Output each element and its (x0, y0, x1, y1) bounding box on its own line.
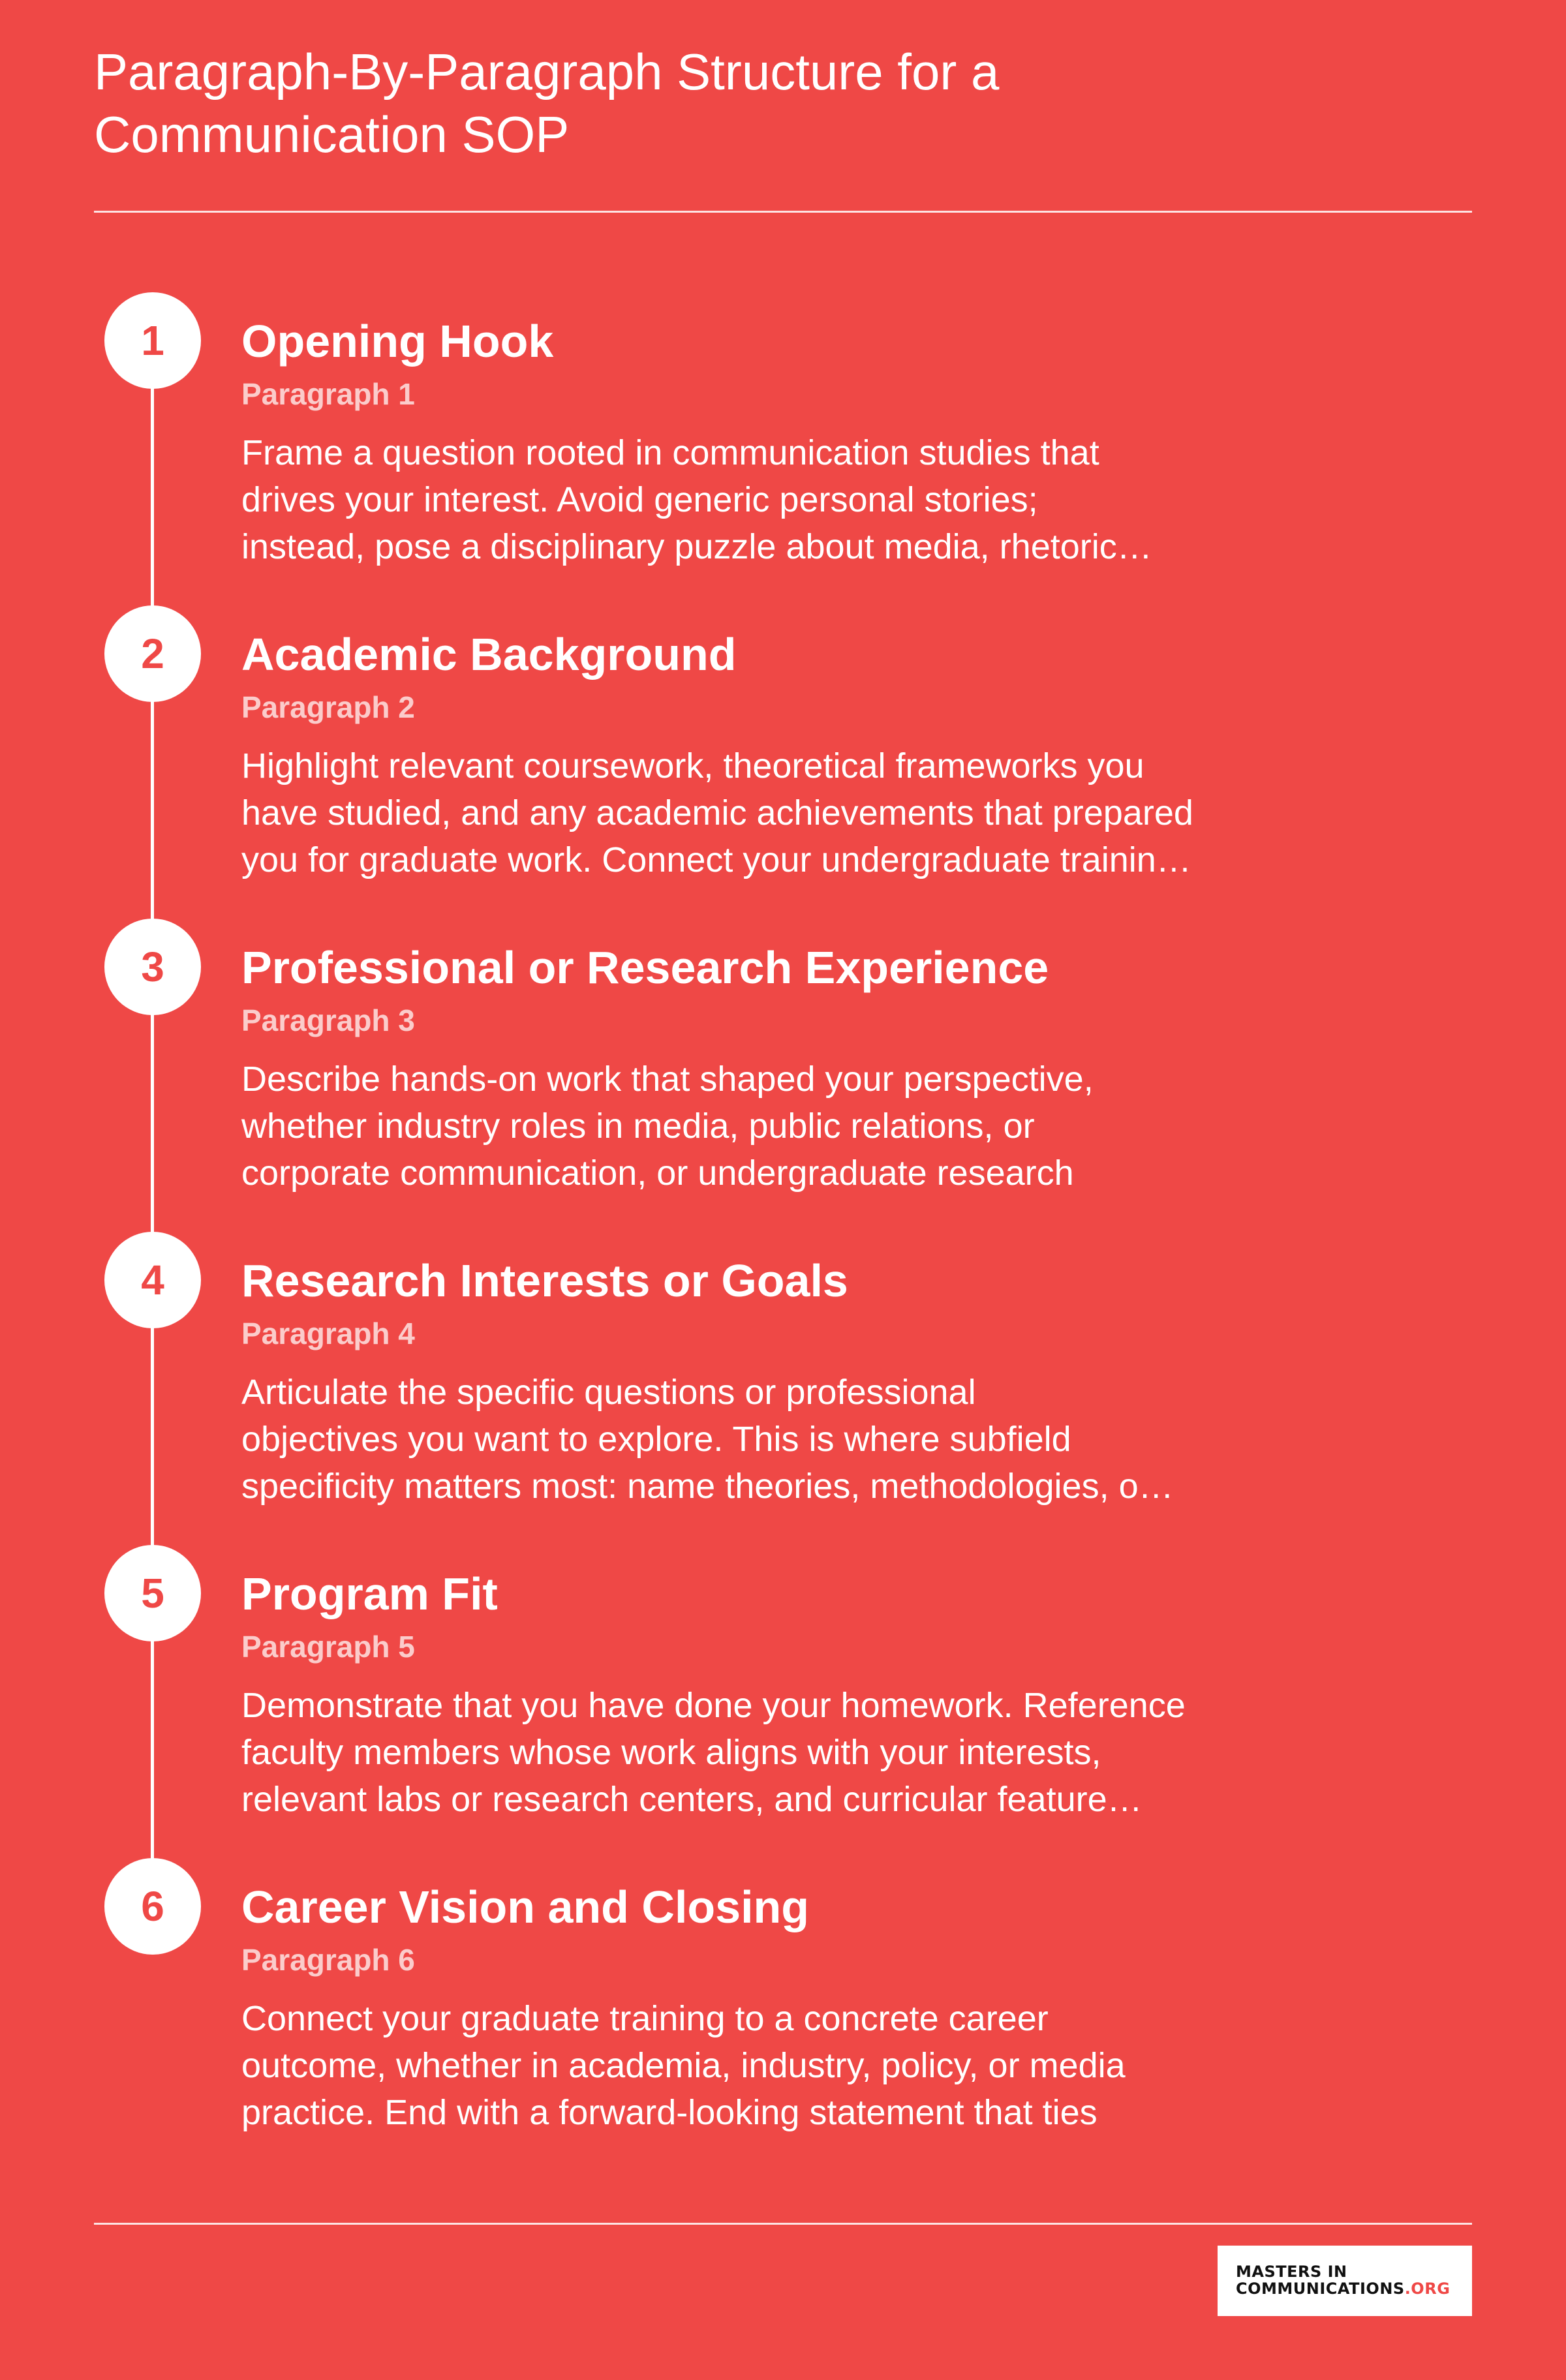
step-4-description (241, 1369, 1259, 1510)
step-4-description-line: objectives you want to explore. This is where subfield (241, 1420, 1071, 1459)
step-3-description-line: whether industry roles in media, public relations, or (241, 1106, 1035, 1146)
step-1-description-line: drives your interest. Avoid generic personal stories; (241, 480, 1038, 519)
step-2-title: Academic Background (241, 629, 737, 680)
bottom-divider (94, 2223, 1472, 2225)
step-6-description-line: Connect your graduate training to a concrete career (241, 1999, 1049, 2038)
step-2 (0, 605, 1566, 919)
logo-org-suffix: .ORG (1404, 2280, 1451, 2298)
logo-line-2: COMMUNICATIONS (1236, 2280, 1405, 2298)
step-2-description-line: Highlight relevant coursework, theoretical frameworks you (241, 746, 1144, 786)
step-6-number-badge: 6 (104, 1858, 201, 1955)
step-3 (0, 919, 1566, 1232)
step-6-subtitle: Paragraph 6 (241, 1943, 415, 1977)
step-4-number-badge: 4 (104, 1232, 201, 1328)
step-6-description-line: outcome, whether in academia, industry, policy, or media (241, 2046, 1126, 2085)
step-4-description-line: Articulate the specific questions or professional (241, 1373, 976, 1412)
page-title-line-1: Paragraph-By-Paragraph Structure for a (94, 43, 1000, 100)
step-6-title: Career Vision and Closing (241, 1882, 810, 1932)
step-2-description-line: have studied, and any academic achievements that prepared (241, 793, 1193, 832)
step-1-subtitle: Paragraph 1 (241, 377, 415, 411)
step-5-description (241, 1682, 1259, 1823)
step-5 (0, 1545, 1566, 1858)
step-5-subtitle: Paragraph 5 (241, 1630, 415, 1664)
step-2-subtitle: Paragraph 2 (241, 690, 415, 724)
step-5-description-line: faculty members whose work aligns with your interests, (241, 1733, 1101, 1772)
step-3-description-line: Describe hands-on work that shaped your perspective, (241, 1060, 1094, 1099)
step-3-title: Professional or Research Experience (241, 942, 1049, 993)
step-1 (0, 292, 1566, 605)
step-1-description (241, 429, 1259, 570)
step-3-description (241, 1056, 1259, 1197)
step-4-subtitle: Paragraph 4 (241, 1317, 415, 1350)
step-2-description-line: you for graduate work. Connect your undergraduate trainin… (241, 840, 1191, 879)
step-1-title: Opening Hook (241, 316, 554, 367)
step-2-number-badge: 2 (104, 605, 201, 702)
step-3-number-badge: 3 (104, 919, 201, 1015)
step-1-number-badge: 1 (104, 292, 201, 389)
step-4-title: Research Interests or Goals (241, 1255, 848, 1306)
step-1-description-line: Frame a question rooted in communication studies that (241, 433, 1099, 472)
page-title-line-2: Communication SOP (94, 106, 570, 163)
step-5-title: Program Fit (241, 1568, 498, 1619)
step-6-description (241, 1995, 1259, 2136)
step-4-description-line: specificity matters most: name theories, methodologies, o… (241, 1467, 1174, 1506)
step-4 (0, 1232, 1566, 1545)
step-5-description-line: Demonstrate that you have done your homework. Reference (241, 1686, 1186, 1725)
step-5-number-badge: 5 (104, 1545, 201, 1641)
step-2-description (241, 742, 1259, 883)
step-3-description-line: corporate communication, or undergraduate research (241, 1153, 1074, 1193)
logo-line-1: MASTERS IN (1236, 2263, 1347, 2281)
step-3-subtitle: Paragraph 3 (241, 1003, 415, 1037)
step-5-description-line: relevant labs or research centers, and curricular feature… (241, 1780, 1143, 1819)
logo-wordmark (1236, 2263, 1450, 2297)
mastersincommunications-logo (1218, 2246, 1472, 2316)
step-1-description-line: instead, pose a disciplinary puzzle about media, rhetoric… (241, 527, 1152, 566)
step-6-description-line: practice. End with a forward-looking statement that ties (241, 2093, 1098, 2132)
step-6 (0, 1858, 1566, 2171)
